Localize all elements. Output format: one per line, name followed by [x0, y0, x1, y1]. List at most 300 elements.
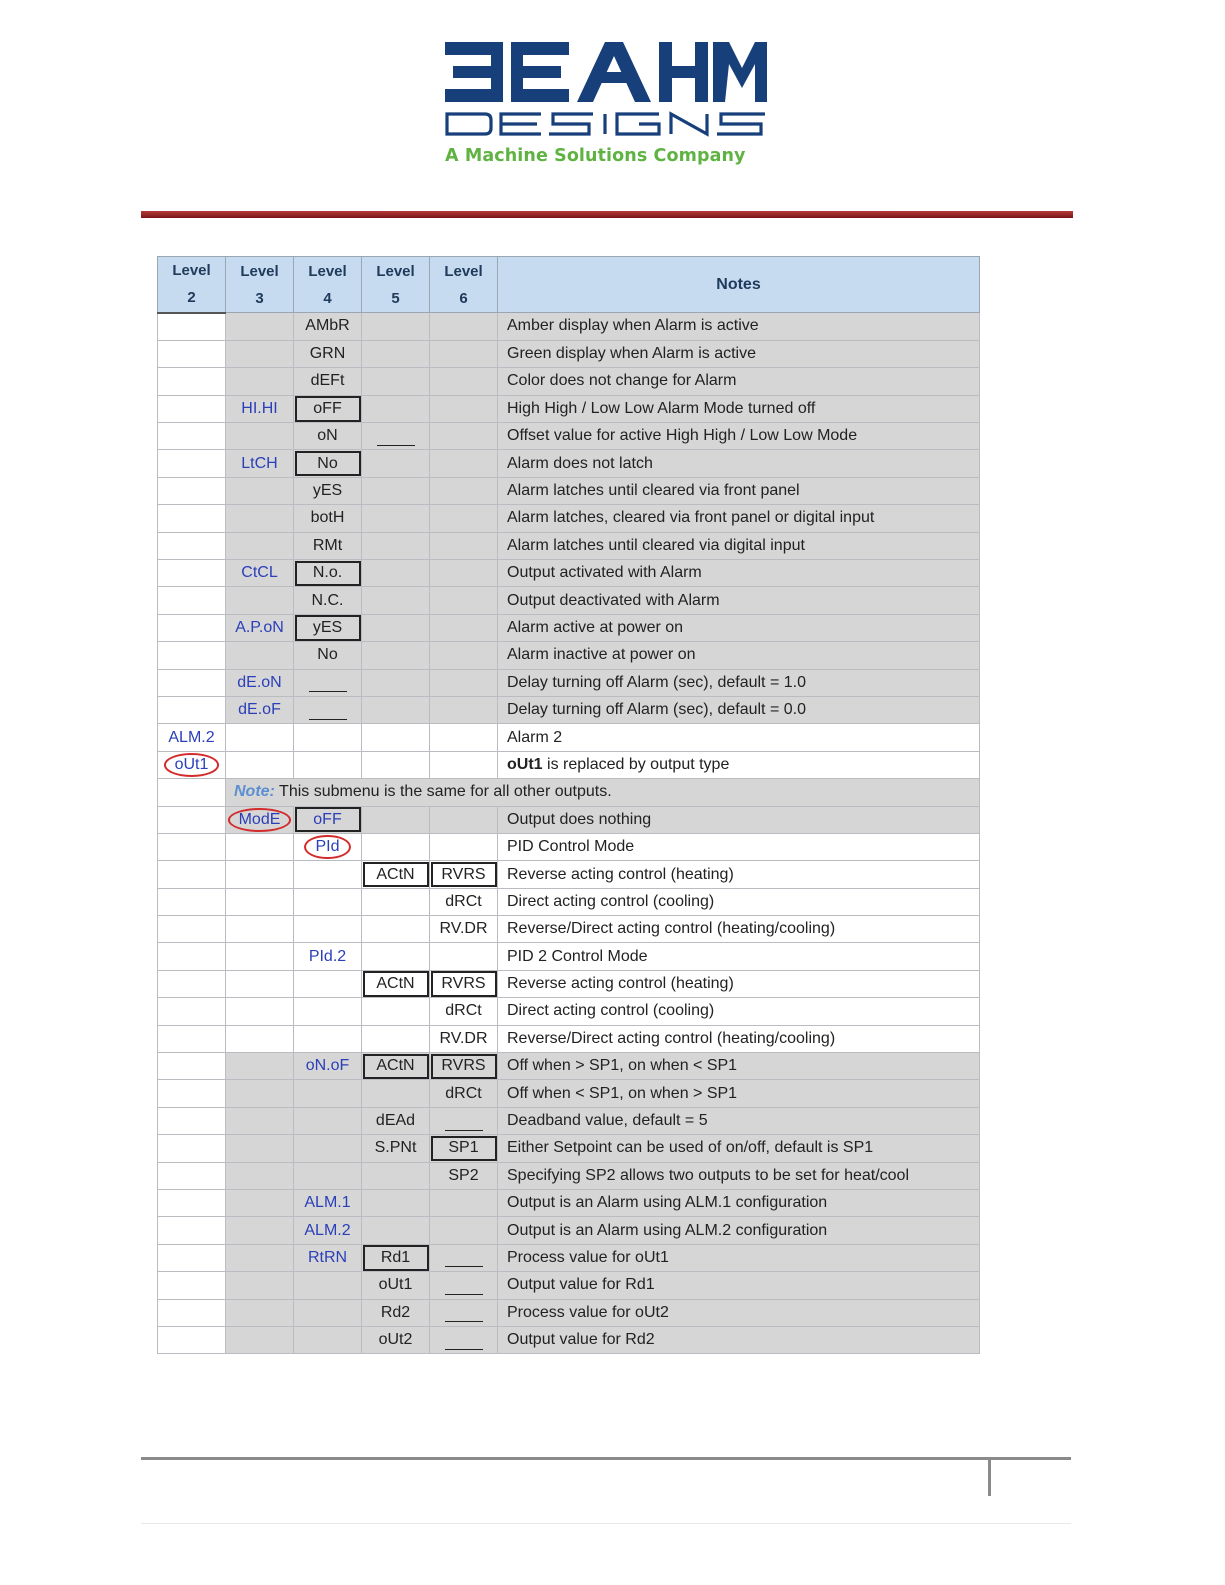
- page-number-marker: [988, 1460, 991, 1496]
- table-cell-l4: [294, 861, 362, 888]
- table-cell-l3: [226, 1299, 294, 1326]
- table-cell-l6: [430, 1299, 498, 1326]
- table-cell-l3: LtCH: [226, 450, 294, 477]
- table-row: [158, 642, 980, 669]
- table-row: [158, 587, 980, 614]
- table-cell-l4: PId.2: [294, 943, 362, 970]
- notes-text: Alarm does not latch: [507, 454, 653, 472]
- table-cell-l3: [226, 751, 294, 778]
- table-cell-l6: dRCt: [430, 998, 498, 1025]
- table-cell-l4: [294, 1135, 362, 1162]
- table-cell-l5: [362, 916, 430, 943]
- table-cell-notes: [498, 1107, 980, 1134]
- logo-tagline: A Machine Solutions Company: [445, 146, 746, 166]
- table-cell-l5: [362, 368, 430, 395]
- table-cell-l5: [362, 340, 430, 367]
- table-cell-notes: [498, 833, 980, 860]
- table-cell-notes: [498, 614, 980, 641]
- header-divider: [141, 211, 1073, 218]
- table-note-row: [158, 779, 980, 806]
- table-cell-l5: ACtN: [362, 861, 430, 888]
- table-cell-l2: [158, 1326, 226, 1353]
- table-cell-l6: [430, 1244, 498, 1271]
- table-cell: [158, 779, 226, 806]
- table-cell-l5: [362, 642, 430, 669]
- table-row: [158, 998, 980, 1025]
- table-cell-notes: [498, 560, 980, 587]
- table-row: [158, 916, 980, 943]
- notes-text: Alarm latches until cleared via digital input: [507, 536, 805, 554]
- table-cell-l5: [362, 751, 430, 778]
- table-cell-l6: SP1: [430, 1135, 498, 1162]
- table-cell-l2: [158, 1107, 226, 1134]
- table-cell-l5: [362, 998, 430, 1025]
- table-row: [158, 669, 980, 696]
- table-cell-l4: AMbR: [294, 313, 362, 341]
- table-cell-l2: [158, 1272, 226, 1299]
- table-row: [158, 1162, 980, 1189]
- table-cell-l4: yES: [294, 614, 362, 641]
- table-row: [158, 1190, 980, 1217]
- table-cell-l5: [362, 724, 430, 751]
- table-cell-l2: [158, 1217, 226, 1244]
- table-row: [158, 1080, 980, 1107]
- table-row: [158, 532, 980, 559]
- table-cell-l6: RVRS: [430, 861, 498, 888]
- table-cell-l2: [158, 505, 226, 532]
- notes-text: High High / Low Low Alarm Mode turned off: [507, 399, 816, 417]
- table-cell-l4: [294, 1272, 362, 1299]
- table-cell-l2: [158, 998, 226, 1025]
- table-cell-l2: [158, 423, 226, 450]
- table-cell-l6: [430, 806, 498, 833]
- table-cell-notes: [498, 368, 980, 395]
- table-cell-l3: [226, 1244, 294, 1271]
- table-row: [158, 477, 980, 504]
- table-cell-notes: [498, 751, 980, 778]
- table-cell-notes: [498, 477, 980, 504]
- table-row: [158, 943, 980, 970]
- table-cell-l3: [226, 477, 294, 504]
- table-row: [158, 861, 980, 888]
- table-cell-l6: [430, 614, 498, 641]
- highlighted-menu-item: oUt1: [164, 753, 220, 777]
- table-row: [158, 806, 980, 833]
- table-cell-l5: [362, 669, 430, 696]
- table-cell-l6: [430, 450, 498, 477]
- table-cell-l6: [430, 943, 498, 970]
- table-cell-l4: N.C.: [294, 587, 362, 614]
- table-cell-l2: [158, 313, 226, 341]
- table-cell-l3: [226, 1053, 294, 1080]
- table-cell-notes: [498, 861, 980, 888]
- table-cell-l6: SP2: [430, 1162, 498, 1189]
- table-row: [158, 970, 980, 997]
- notes-text: Color does not change for Alarm: [507, 372, 737, 390]
- table-cell-l5: [362, 888, 430, 915]
- table-cell-l4: [294, 1107, 362, 1134]
- table-cell-notes: [498, 395, 980, 422]
- table-cell-notes: [498, 1080, 980, 1107]
- table-cell-l6: RVRS: [430, 1053, 498, 1080]
- table-cell-l2: [158, 1053, 226, 1080]
- table-row: [158, 888, 980, 915]
- highlighted-menu-item: PId: [304, 835, 350, 859]
- table-cell-l3: [226, 505, 294, 532]
- notes-text: Output is an Alarm using ALM.2 configuration: [507, 1221, 828, 1239]
- table-cell-l2: [158, 1025, 226, 1052]
- table-cell-notes: [498, 1135, 980, 1162]
- table-cell-l6: [430, 1272, 498, 1299]
- notes-text: Direct acting control (cooling): [507, 1002, 715, 1020]
- table-cell-l2: [158, 1244, 226, 1271]
- table-cell-l6: [430, 313, 498, 341]
- table-cell-l6: dRCt: [430, 888, 498, 915]
- table-row: [158, 1244, 980, 1271]
- table-cell-l3: [226, 1326, 294, 1353]
- table-cell-l2: [158, 1299, 226, 1326]
- table-cell-l5: [362, 1080, 430, 1107]
- table-cell-l2: [158, 1162, 226, 1189]
- table-cell-l6: [430, 669, 498, 696]
- notes-text: Output is an Alarm using ALM.1 configuration: [507, 1194, 828, 1212]
- table-cell-l2: [158, 395, 226, 422]
- table-row: [158, 696, 980, 723]
- table-cell-notes: [498, 669, 980, 696]
- table-cell-notes: [498, 806, 980, 833]
- table-cell-notes: [498, 505, 980, 532]
- table-cell-l4: [294, 833, 362, 860]
- table-cell-l2: [158, 916, 226, 943]
- table-cell-notes: [498, 1326, 980, 1353]
- table-cell-l4: [294, 724, 362, 751]
- table-cell-l5: [362, 806, 430, 833]
- notes-text: Alarm latches until cleared via front panel: [507, 482, 800, 500]
- table-cell-l2: [158, 1135, 226, 1162]
- table-cell-notes: [498, 1299, 980, 1326]
- table-cell-l3: [226, 833, 294, 860]
- table-cell-l5: [362, 833, 430, 860]
- notes-text: Delay turning off Alarm (sec), default = 1.0: [507, 673, 806, 691]
- table-row: [158, 560, 980, 587]
- notes-text: PID 2 Control Mode: [507, 947, 648, 965]
- table-cell-notes: [498, 888, 980, 915]
- table-cell-l3: [226, 1190, 294, 1217]
- table-cell-l4: [294, 1162, 362, 1189]
- table-cell-l5: [362, 943, 430, 970]
- table-row: [158, 724, 980, 751]
- table-cell-notes: [498, 916, 980, 943]
- table-cell-l3: [226, 916, 294, 943]
- table-cell-notes: [498, 450, 980, 477]
- notes-text: is replaced by output type: [542, 755, 730, 773]
- notes-text: Reverse/Direct acting control (heating/cooling): [507, 920, 836, 938]
- table-cell-l3: A.P.oN: [226, 614, 294, 641]
- table-cell-l3: [226, 888, 294, 915]
- table-cell-l2: [158, 833, 226, 860]
- table-cell-l5: S.PNt: [362, 1135, 430, 1162]
- table-cell-notes: [498, 313, 980, 341]
- table-cell-l3: [226, 587, 294, 614]
- table-cell-notes: [498, 642, 980, 669]
- table-cell-l2: [158, 477, 226, 504]
- notes-text: Process value for oUt2: [507, 1303, 669, 1321]
- table-cell-l5: ACtN: [362, 970, 430, 997]
- note-text: This submenu is the same for all other outputs.: [274, 783, 612, 801]
- table-cell-l6: [430, 395, 498, 422]
- table-cell-l6: RV.DR: [430, 916, 498, 943]
- table-cell-l2: [158, 943, 226, 970]
- table-row: [158, 1053, 980, 1080]
- table-cell-l6: [430, 751, 498, 778]
- table-row: [158, 340, 980, 367]
- table-cell-l5: [362, 1217, 430, 1244]
- table-cell-l2: [158, 368, 226, 395]
- table-cell-l5: [362, 560, 430, 587]
- table-cell-l3: HI.HI: [226, 395, 294, 422]
- table-cell-l5: [362, 423, 430, 450]
- table-cell-l3: [226, 1217, 294, 1244]
- table-cell-l3: [226, 943, 294, 970]
- table-cell-l4: GRN: [294, 340, 362, 367]
- table-cell-l3: [226, 1162, 294, 1189]
- table-cell-notes: [498, 340, 980, 367]
- table-cell-l5: ACtN: [362, 1053, 430, 1080]
- notes-bold-term: oUt1: [507, 755, 543, 773]
- notes-text: Off when > SP1, on when < SP1: [507, 1057, 738, 1075]
- notes-text: Offset value for active High High / Low Low Mode: [507, 427, 858, 445]
- notes-text: Reverse acting control (heating): [507, 975, 734, 993]
- table-cell-l3: [226, 998, 294, 1025]
- table-cell-l6: dRCt: [430, 1080, 498, 1107]
- table-row: [158, 313, 980, 341]
- notes-text: Output value for Rd1: [507, 1276, 655, 1294]
- table-cell-l6: [430, 587, 498, 614]
- table-cell-l2: [158, 696, 226, 723]
- footer-line: [141, 1523, 1071, 1524]
- table-cell-l4: [294, 998, 362, 1025]
- table-cell-l4: [294, 1080, 362, 1107]
- table-cell-l4: dEFt: [294, 368, 362, 395]
- notes-text: Alarm 2: [507, 728, 563, 746]
- table-row: [158, 1025, 980, 1052]
- table-cell-l6: [430, 560, 498, 587]
- table-cell-notes: [498, 970, 980, 997]
- table-cell-l3: [226, 861, 294, 888]
- table-cell-notes: [498, 1217, 980, 1244]
- table-cell-l3: [226, 340, 294, 367]
- table-cell-l6: [430, 423, 498, 450]
- table-cell-notes: [498, 1244, 980, 1271]
- table-cell-l4: [294, 1299, 362, 1326]
- table-cell-l4: [294, 669, 362, 696]
- table-cell-l4: [294, 1025, 362, 1052]
- table-cell-l3: [226, 423, 294, 450]
- table-cell-notes: [498, 696, 980, 723]
- table-cell-l3: [226, 724, 294, 751]
- table-row: [158, 1217, 980, 1244]
- table-cell-l3: [226, 313, 294, 341]
- highlighted-menu-item: ModE: [228, 808, 292, 832]
- submenu-note: [226, 779, 980, 806]
- table-cell-l2: [158, 888, 226, 915]
- table-cell-l4: oFF: [294, 395, 362, 422]
- table-cell-l5: Rd2: [362, 1299, 430, 1326]
- notes-text: Specifying SP2 allows two outputs to be set for heat/cool: [507, 1166, 910, 1184]
- table-cell-l2: [158, 806, 226, 833]
- table-cell-l5: [362, 505, 430, 532]
- table-cell-notes: [498, 1190, 980, 1217]
- table-cell-notes: [498, 587, 980, 614]
- header-level-4: Level 4: [294, 257, 362, 313]
- table-cell-l5: [362, 313, 430, 341]
- table-cell-l4: [294, 696, 362, 723]
- table-row: [158, 614, 980, 641]
- table-cell-l6: [430, 1326, 498, 1353]
- table-cell-l2: [158, 642, 226, 669]
- table-cell-l6: [430, 1190, 498, 1217]
- header-notes: Notes: [498, 257, 980, 313]
- table-cell-l2: [158, 614, 226, 641]
- table-cell-l6: [430, 532, 498, 559]
- table-cell-notes: [498, 1053, 980, 1080]
- table-row: [158, 1299, 980, 1326]
- notes-text: Delay turning off Alarm (sec), default = 0.0: [507, 701, 806, 719]
- notes-text: Reverse/Direct acting control (heating/cooling): [507, 1029, 836, 1047]
- table-cell-l4: No: [294, 642, 362, 669]
- table-cell-l6: RVRS: [430, 970, 498, 997]
- notes-text: Direct acting control (cooling): [507, 892, 715, 910]
- notes-text: Amber display when Alarm is active: [507, 317, 759, 335]
- notes-text: Green display when Alarm is active: [507, 345, 756, 363]
- notes-text: Deadband value, default = 5: [507, 1112, 708, 1130]
- table-cell-l4: oN: [294, 423, 362, 450]
- table-cell-l2: [158, 560, 226, 587]
- table-row: [158, 395, 980, 422]
- table-cell-l4: yES: [294, 477, 362, 504]
- notes-text: Alarm active at power on: [507, 618, 684, 636]
- table-cell-l3: [226, 1135, 294, 1162]
- table-cell-l6: [430, 505, 498, 532]
- table-cell-l2: [158, 1080, 226, 1107]
- table-cell-l6: [430, 724, 498, 751]
- notes-text: Off when < SP1, on when > SP1: [507, 1084, 738, 1102]
- table-cell-l6: [430, 1107, 498, 1134]
- table-cell-l5: [362, 696, 430, 723]
- table-cell-l5: [362, 614, 430, 641]
- table-cell-l5: [362, 395, 430, 422]
- menu-structure-table: [157, 256, 980, 1354]
- table-cell-notes: [498, 998, 980, 1025]
- footer-divider: [141, 1457, 1071, 1460]
- notes-text: Output value for Rd2: [507, 1331, 655, 1349]
- table-cell-l3: dE.oN: [226, 669, 294, 696]
- table-cell-l2: [158, 751, 226, 778]
- table-row: [158, 450, 980, 477]
- table-cell-l2: [158, 1190, 226, 1217]
- table-cell-l5: [362, 1162, 430, 1189]
- table-cell-l2: [158, 861, 226, 888]
- table-cell-l5: dEAd: [362, 1107, 430, 1134]
- table-cell-l3: [226, 1080, 294, 1107]
- table-cell-l2: [158, 532, 226, 559]
- table-cell-l4: oFF: [294, 806, 362, 833]
- table-cell-l6: [430, 477, 498, 504]
- header-level-2: Level 2: [158, 257, 226, 313]
- table-cell-l4: [294, 751, 362, 778]
- table-cell-l3: [226, 642, 294, 669]
- table-row: [158, 1326, 980, 1353]
- table-row: [158, 368, 980, 395]
- table-cell-l3: [226, 368, 294, 395]
- table-cell-l4: [294, 916, 362, 943]
- notes-text: Either Setpoint can be used of on/off, default is SP1: [507, 1139, 874, 1157]
- table-cell-l2: [158, 450, 226, 477]
- table-cell-l5: [362, 587, 430, 614]
- table-cell-l3: [226, 1107, 294, 1134]
- table-cell-l6: [430, 642, 498, 669]
- table-cell-l6: [430, 696, 498, 723]
- company-logo: [445, 38, 770, 168]
- notes-text: Alarm latches, cleared via front panel or digital input: [507, 509, 875, 527]
- notes-text: Output does nothing: [507, 810, 652, 828]
- table-cell-l5: [362, 532, 430, 559]
- table-cell-l6: RV.DR: [430, 1025, 498, 1052]
- notes-text: Output activated with Alarm: [507, 564, 702, 582]
- table-cell-l5: oUt1: [362, 1272, 430, 1299]
- table-cell-l4: RtRN: [294, 1244, 362, 1271]
- table-cell-l3: dE.oF: [226, 696, 294, 723]
- table-cell-l4: ALM.1: [294, 1190, 362, 1217]
- table-cell-l3: [226, 532, 294, 559]
- table-cell-l2: [158, 669, 226, 696]
- notes-text: Alarm inactive at power on: [507, 646, 696, 664]
- notes-text: Reverse acting control (heating): [507, 865, 734, 883]
- table-cell-l5: [362, 477, 430, 504]
- table-cell-notes: [498, 1025, 980, 1052]
- table-cell-l4: RMt: [294, 532, 362, 559]
- table-row: [158, 751, 980, 778]
- table-row: [158, 1272, 980, 1299]
- table-cell-l4: botH: [294, 505, 362, 532]
- table-cell-notes: [498, 1162, 980, 1189]
- table-header-row: [158, 257, 980, 313]
- header-level-6: Level 6: [430, 257, 498, 313]
- table-cell-l4: N.o.: [294, 560, 362, 587]
- table-row: [158, 423, 980, 450]
- table-row: [158, 505, 980, 532]
- table-row: [158, 1107, 980, 1134]
- beahm-logo-mark: [445, 38, 770, 138]
- table-cell-l3: [226, 806, 294, 833]
- note-label: Note:: [234, 783, 275, 801]
- notes-text: PID Control Mode: [507, 838, 635, 856]
- table-cell-l6: [430, 1217, 498, 1244]
- table-cell-l6: [430, 340, 498, 367]
- header-level-5: Level 5: [362, 257, 430, 313]
- table-cell-l5: Rd1: [362, 1244, 430, 1271]
- notes-text: Output deactivated with Alarm: [507, 591, 720, 609]
- table-cell-l6: [430, 833, 498, 860]
- table-cell-l5: [362, 1190, 430, 1217]
- table-cell-l3: [226, 970, 294, 997]
- table-cell-l4: [294, 888, 362, 915]
- table-cell-l3: [226, 1272, 294, 1299]
- table-cell-notes: [498, 532, 980, 559]
- table-cell-notes: [498, 724, 980, 751]
- table-cell-l4: [294, 970, 362, 997]
- table-cell-l2: [158, 970, 226, 997]
